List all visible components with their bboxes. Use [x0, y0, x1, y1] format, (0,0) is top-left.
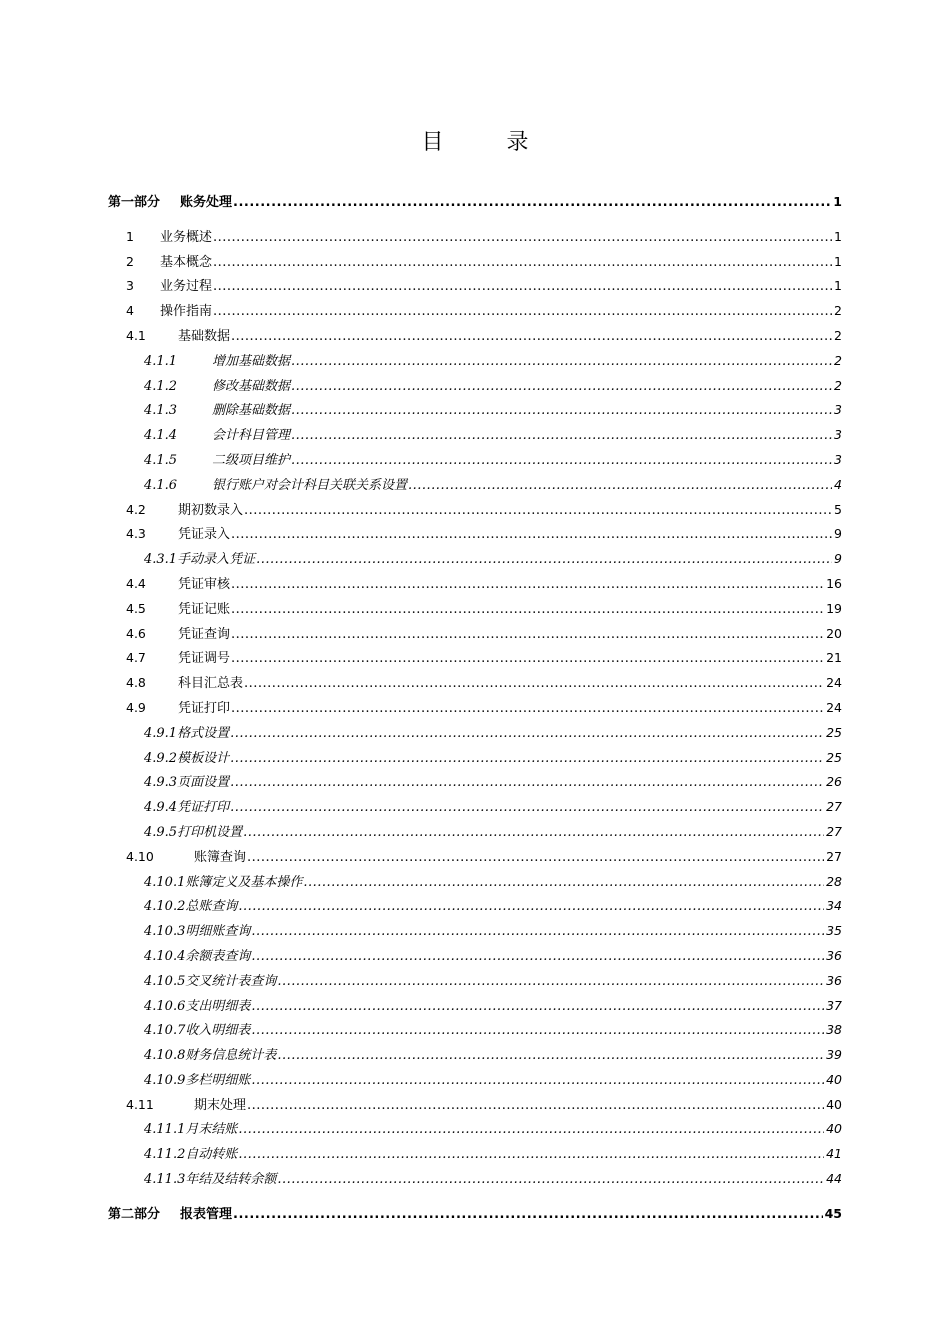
toc-entry-page: 9 — [834, 551, 842, 567]
dot-leader — [230, 747, 824, 772]
toc-entry-title: 账务处理 — [180, 195, 233, 210]
toc-entry-page: 20 — [826, 625, 842, 641]
toc-entry-page: 40 — [826, 1096, 842, 1112]
dot-leader — [247, 846, 824, 871]
toc-entry-title: 凭证录入 — [178, 527, 231, 543]
toc-entry[interactable] — [108, 671, 842, 696]
toc-entry-title: 期末处理 — [194, 1097, 247, 1113]
toc-entry-number: 第一部分 — [108, 195, 161, 210]
toc-entry-page: 27 — [826, 848, 842, 864]
toc-entry-title: 期初数录入 — [178, 502, 244, 518]
dot-leader — [213, 226, 832, 251]
toc-entry-title: 修改基础数据 — [212, 378, 291, 394]
toc-entry-page: 28 — [826, 873, 842, 889]
toc-entry-number: 4.10.1 — [144, 874, 186, 890]
dot-leader — [251, 995, 824, 1020]
toc-entry-page: 1 — [833, 194, 842, 209]
dot-leader — [244, 672, 824, 697]
dot-leader — [230, 771, 824, 796]
toc-entry-page: 34 — [826, 898, 842, 914]
toc-entry-number: 4.10.7 — [144, 1023, 186, 1039]
toc-entry[interactable] — [108, 597, 842, 622]
toc-entry-page: 1 — [834, 278, 842, 294]
table-of-contents — [108, 190, 842, 1227]
toc-entry-number: 4.4 — [126, 575, 146, 591]
toc-entry-page: 3 — [834, 451, 842, 467]
toc-entry-page: 27 — [826, 799, 842, 815]
dot-leader — [256, 548, 832, 573]
toc-entry[interactable] — [108, 944, 842, 969]
toc-entry-number: 4.1.5 — [144, 452, 178, 468]
toc-entry-title: 月末结账 — [185, 1122, 238, 1138]
toc-entry[interactable] — [108, 622, 842, 647]
dot-leader — [291, 350, 832, 375]
toc-entry[interactable] — [108, 919, 842, 944]
toc-entry[interactable] — [108, 225, 842, 250]
toc-entry-number: 4.1.3 — [144, 403, 178, 419]
toc-entry[interactable] — [108, 473, 842, 498]
toc-title: 目 录 — [421, 130, 557, 155]
dot-leader — [231, 647, 824, 672]
toc-entry-number: 4.5 — [126, 600, 146, 616]
dot-leader — [231, 697, 824, 722]
toc-entry-number: 4.9.4 — [144, 800, 178, 816]
dot-leader — [231, 325, 832, 350]
dot-leader — [277, 1168, 824, 1193]
toc-entry-title: 格式设置 — [177, 725, 230, 741]
toc-entry[interactable] — [108, 1093, 842, 1118]
toc-entry-title: 会计科目管理 — [212, 428, 291, 444]
dot-leader — [213, 300, 832, 325]
toc-entry-number: 4.1 — [126, 327, 146, 343]
toc-entry-page: 36 — [826, 972, 842, 988]
toc-entry[interactable] — [108, 250, 842, 275]
toc-entry-title: 年结及结转余额 — [185, 1172, 277, 1188]
dot-leader — [277, 970, 824, 995]
toc-entry-number: 4.10.3 — [144, 924, 186, 940]
toc-entry[interactable] — [108, 274, 842, 299]
toc-entry[interactable] — [108, 994, 842, 1019]
toc-entry-page: 1 — [834, 253, 842, 269]
toc-entry-title: 手动录入凭证 — [177, 552, 256, 568]
toc-entry-title: 删除基础数据 — [212, 403, 291, 419]
toc-entry[interactable] — [108, 398, 842, 423]
toc-entry-title: 业务概述 — [160, 229, 213, 245]
toc-entry-page: 35 — [826, 923, 842, 939]
toc-entry-number: 1 — [126, 228, 134, 244]
toc-entry-title: 账簿定义及基本操作 — [185, 874, 303, 890]
toc-entry-page: 45 — [824, 1205, 842, 1221]
toc-entry-page: 27 — [826, 823, 842, 839]
toc-entry[interactable] — [108, 795, 842, 820]
toc-entry-title: 明细账查询 — [185, 924, 251, 940]
toc-entry-number: 3 — [126, 278, 134, 294]
toc-entry-page: 3 — [834, 427, 842, 443]
dot-leader — [233, 191, 831, 216]
toc-entry[interactable] — [108, 1142, 842, 1167]
dot-leader — [231, 623, 824, 648]
toc-entry[interactable] — [108, 349, 842, 374]
toc-entry[interactable] — [108, 190, 842, 215]
toc-entry-title: 基础数据 — [178, 328, 231, 344]
toc-entry-number: 4.11 — [126, 1096, 154, 1112]
toc-entry-number: 4.1.2 — [144, 378, 178, 394]
toc-entry-title: 科目汇总表 — [178, 676, 244, 692]
toc-entry-number: 4.6 — [126, 625, 146, 641]
toc-entry-page: 26 — [826, 774, 842, 790]
toc-entry-page: 2 — [834, 303, 842, 319]
toc-entry-title: 基本概念 — [160, 254, 213, 270]
toc-entry-page: 4 — [834, 476, 842, 492]
toc-entry-title: 凭证查询 — [178, 626, 231, 642]
dot-leader — [291, 424, 832, 449]
toc-entry-title: 自动转账 — [185, 1147, 238, 1163]
toc-entry-number: 4.1.4 — [144, 428, 178, 444]
toc-entry-title: 模板设计 — [177, 750, 230, 766]
toc-entry[interactable] — [108, 721, 842, 746]
toc-entry[interactable] — [108, 1043, 842, 1068]
toc-entry-page: 41 — [826, 1146, 842, 1162]
toc-entry-title: 凭证记账 — [178, 601, 231, 617]
toc-entry-page: 24 — [826, 675, 842, 691]
toc-entry-title: 多栏明细账 — [185, 1072, 251, 1088]
toc-entry-title: 增加基础数据 — [212, 353, 291, 369]
toc-entry-title: 余额表查询 — [185, 948, 251, 964]
toc-entry-page: 40 — [826, 1121, 842, 1137]
dot-leader — [231, 598, 824, 623]
toc-entry-page: 16 — [826, 575, 842, 591]
dot-leader — [277, 1044, 824, 1069]
dot-leader — [213, 251, 832, 276]
dot-leader — [238, 1118, 824, 1143]
toc-entry[interactable] — [108, 423, 842, 448]
toc-entry-number: 4.1.6 — [144, 477, 178, 493]
toc-entry-page: 44 — [826, 1171, 842, 1187]
toc-entry[interactable] — [108, 820, 842, 845]
dot-leader — [231, 573, 824, 598]
toc-entry[interactable] — [108, 522, 842, 547]
toc-entry-number: 4.11.3 — [144, 1172, 186, 1188]
toc-entry-page: 1 — [834, 228, 842, 244]
dot-leader — [247, 1094, 824, 1119]
toc-entry-title: 财务信息统计表 — [185, 1048, 277, 1064]
toc-entry[interactable] — [108, 374, 842, 399]
toc-entry-page: 24 — [826, 699, 842, 715]
toc-entry-number: 第二部分 — [108, 1206, 161, 1222]
toc-entry[interactable] — [108, 1167, 842, 1192]
toc-entry-page: 3 — [834, 402, 842, 418]
toc-entry[interactable] — [108, 1018, 842, 1043]
toc-entry-number: 4.9.5 — [144, 824, 178, 840]
toc-entry-title: 收入明细表 — [185, 1023, 251, 1039]
toc-entry-page: 21 — [826, 650, 842, 666]
toc-entry-number: 4.10.9 — [144, 1072, 186, 1088]
toc-entry-number: 4.1.1 — [144, 353, 178, 369]
dot-leader — [244, 499, 832, 524]
dot-leader — [408, 474, 832, 499]
toc-entry-number: 4.9.3 — [144, 775, 178, 791]
toc-entry-page: 2 — [834, 352, 842, 368]
toc-entry-number: 4.7 — [126, 650, 146, 666]
toc-entry-page: 2 — [834, 327, 842, 343]
toc-entry-number: 4.9 — [126, 699, 146, 715]
toc-entry-title: 报表管理 — [180, 1206, 233, 1222]
dot-leader — [233, 1203, 823, 1228]
toc-entry[interactable] — [108, 1202, 842, 1227]
toc-entry-title: 操作指南 — [160, 304, 213, 320]
toc-entry-title: 凭证打印 — [177, 800, 230, 816]
toc-entry-page: 19 — [826, 600, 842, 616]
toc-entry[interactable] — [108, 299, 842, 324]
toc-entry-title: 总账查询 — [185, 899, 238, 915]
toc-entry[interactable] — [108, 572, 842, 597]
toc-entry-number: 4.2 — [126, 501, 146, 517]
toc-entry-title: 凭证打印 — [178, 700, 231, 716]
toc-entry-title: 银行账户对会计科目关联关系设置 — [212, 477, 408, 493]
toc-entry[interactable] — [108, 770, 842, 795]
dot-leader — [231, 523, 832, 548]
dot-leader — [251, 1019, 824, 1044]
toc-entry-page: 39 — [826, 1047, 842, 1063]
toc-entry-page: 38 — [826, 1022, 842, 1038]
dot-leader — [291, 399, 832, 424]
toc-entry-title: 打印机设置 — [177, 824, 243, 840]
toc-entry[interactable] — [108, 448, 842, 473]
toc-entry-number: 4.10.5 — [144, 973, 186, 989]
toc-entry[interactable] — [108, 845, 842, 870]
toc-entry-page: 9 — [834, 526, 842, 542]
toc-entry-number: 4.10.6 — [144, 998, 186, 1014]
dot-leader — [291, 375, 832, 400]
dot-leader — [230, 796, 824, 821]
toc-entry[interactable] — [108, 696, 842, 721]
toc-entry-number: 4.10.4 — [144, 948, 186, 964]
toc-entry-number: 4 — [126, 303, 134, 319]
toc-entry-number: 4.8 — [126, 675, 146, 691]
toc-entry-page: 40 — [826, 1071, 842, 1087]
toc-entry[interactable] — [108, 324, 842, 349]
toc-entry[interactable] — [108, 498, 842, 523]
dot-leader — [251, 1069, 824, 1094]
toc-entry-number: 4.3 — [126, 526, 146, 542]
dot-leader — [230, 722, 824, 747]
toc-entry-page: 5 — [834, 501, 842, 517]
toc-entry-page: 36 — [826, 947, 842, 963]
dot-leader — [243, 821, 824, 846]
toc-entry-page: 37 — [826, 997, 842, 1013]
dot-leader — [251, 920, 824, 945]
toc-entry-title: 交叉统计表查询 — [185, 973, 277, 989]
toc-entry-title: 账簿查询 — [194, 849, 247, 865]
toc-entry[interactable] — [108, 894, 842, 919]
toc-entry[interactable] — [108, 1117, 842, 1142]
toc-entry-number: 4.9.1 — [144, 725, 178, 741]
toc-entry-title: 支出明细表 — [185, 998, 251, 1014]
toc-entry-number: 4.11.2 — [144, 1147, 186, 1163]
dot-leader — [238, 895, 824, 920]
toc-entry-page: 2 — [834, 377, 842, 393]
toc-entry-title: 页面设置 — [177, 775, 230, 791]
toc-entry[interactable] — [108, 646, 842, 671]
dot-leader — [291, 449, 832, 474]
toc-entry[interactable] — [108, 746, 842, 771]
dot-leader — [238, 1143, 824, 1168]
toc-entry[interactable] — [108, 1068, 842, 1093]
toc-entry[interactable] — [108, 547, 842, 572]
toc-entry-number: 4.10 — [126, 848, 154, 864]
toc-entry-number: 4.10.8 — [144, 1048, 186, 1064]
dot-leader — [213, 275, 832, 300]
toc-entry-number: 4.10.2 — [144, 899, 186, 915]
toc-entry-title: 二级项目维护 — [212, 452, 291, 468]
toc-entry-number: 4.3.1 — [144, 552, 178, 568]
dot-leader — [303, 871, 824, 896]
toc-entry-title: 业务过程 — [160, 279, 213, 295]
toc-entry-title: 凭证调号 — [178, 651, 231, 667]
toc-entry-page: 25 — [826, 749, 842, 765]
toc-entry-title: 凭证审核 — [178, 576, 231, 592]
toc-entry-number: 2 — [126, 253, 134, 269]
toc-entry-page: 25 — [826, 724, 842, 740]
toc-entry-number: 4.9.2 — [144, 750, 178, 766]
toc-entry-number: 4.11.1 — [144, 1122, 186, 1138]
toc-entry[interactable] — [108, 969, 842, 994]
dot-leader — [251, 945, 824, 970]
toc-entry[interactable] — [108, 870, 842, 895]
